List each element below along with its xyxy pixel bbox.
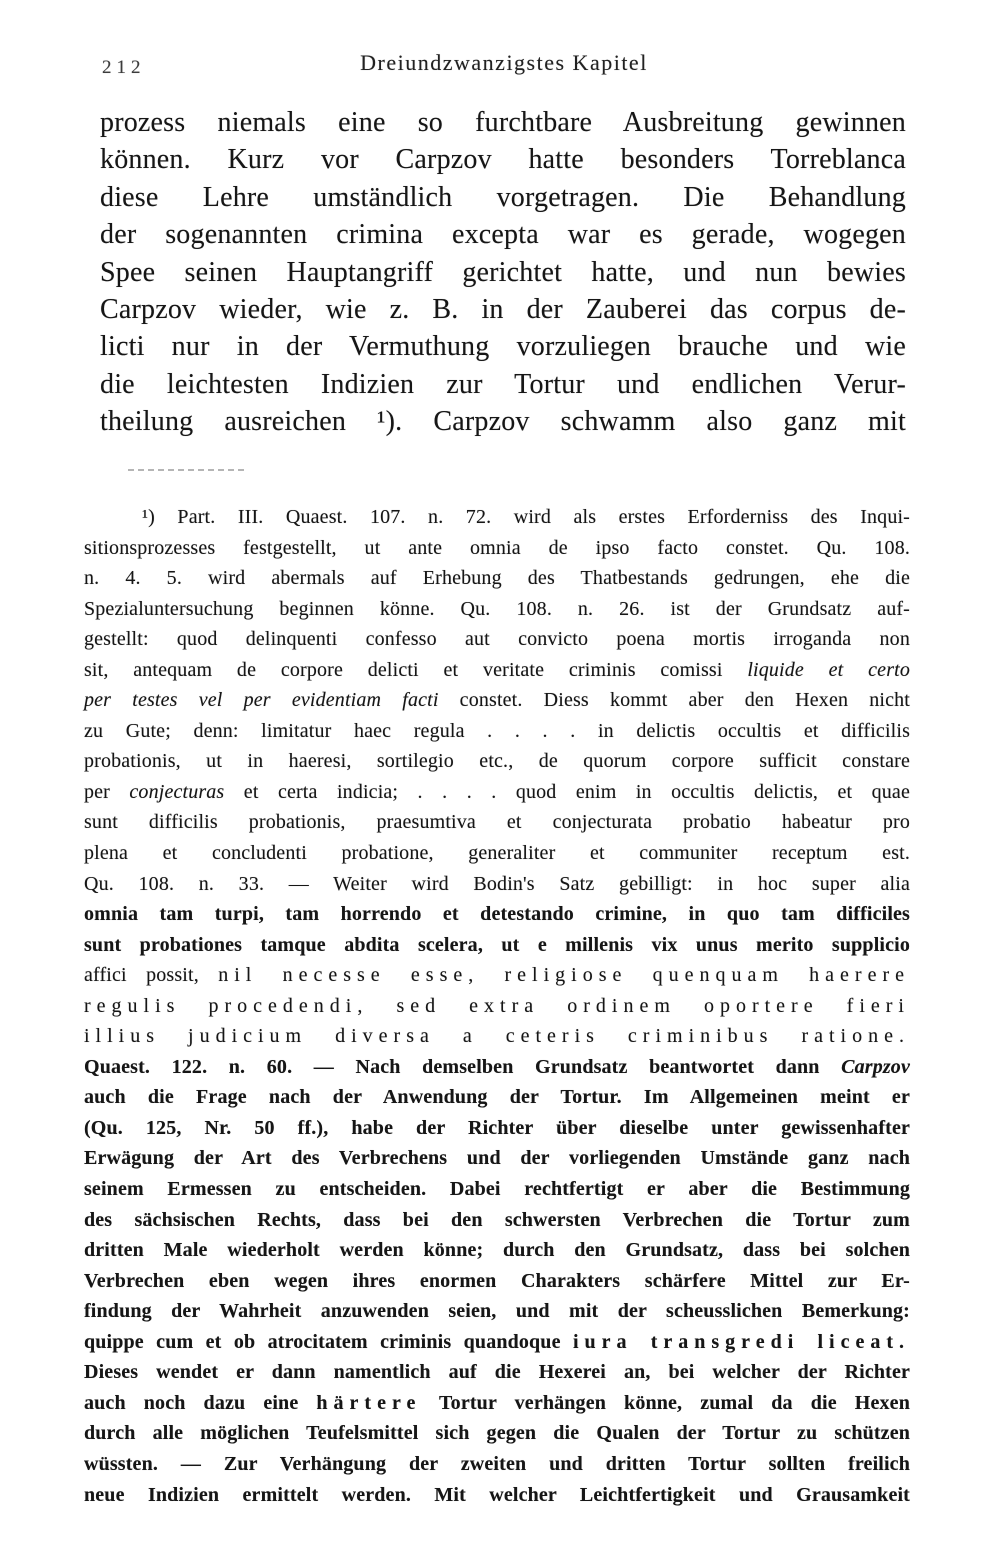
body-text-line: diese Lehre umständlich vorgetragen. Die Behandlung [100,181,906,213]
text-run: sit, antequam de corpore delicti et veritate criminis comissi [84,658,748,681]
text-run: Tortur verhängen könne, zumal da die Hexen [421,1391,910,1414]
italic-text-run: Carpzov [841,1055,910,1078]
text-run: findung der Wahrheit anzuwenden seien, und mit der scheusslichen Bemerkung: [84,1300,910,1323]
letterspaced-text-run: härtere [316,1391,422,1414]
footnote-line [84,533,910,564]
footnote-line [84,1418,910,1449]
text-run: auch die Frage nach der Anwendung der Tortur. Im Allgemeinen meint er [84,1086,910,1109]
text-run: dritten Male wiederholt werden könne; durch den Grundsatz, dass bei solchen [84,1239,910,1262]
footnote-line [84,594,910,625]
footnote-line [84,1205,910,1236]
text-run: Verbrechen eben wegen ihres enormen Charakters schärfere Mittel zur Er- [84,1269,910,1292]
page-header [100,48,908,80]
text-run: constet. Diess kommt aber den Hexen nicht [438,689,910,712]
body-text-block [100,104,906,441]
footnote-line [84,777,910,808]
letterspaced-text-run: iura transgredi liceat. [572,1330,910,1353]
text-run: ¹) Part. III. Quaest. 107. n. 72. wird als erstes Erforderniss des Inqui- [142,506,910,528]
footnote-line [84,624,910,655]
footnote-line [84,563,910,594]
text-run: omnia tam turpi, tam horrendo et detestando crimine, in quo tam difficiles [84,903,910,926]
footnote-line [84,1235,910,1266]
footnote-line [84,716,910,747]
footnote-line [84,1021,910,1052]
text-run: gestellt: quod delinquenti confesso aut convicto poena mortis irroganda non [84,628,910,651]
letterspaced-text-run: regulis procedendi, sed extra ordinem oportere fieri [84,994,910,1017]
text-run: wüssten. — Zur Verhängung der zweiten und dritten Tortur sollten freilich [84,1452,910,1475]
footnote-line [84,1082,910,1113]
page-number: 212 [102,57,146,78]
footnote-line [84,746,910,777]
letterspaced-text-run: nil necesse esse, religiose quenquam haerere [218,964,910,987]
footnote-line [84,655,910,686]
footnote-line [84,869,910,900]
footnote-line [84,899,910,930]
running-title: Dreiundzwanzigstes Kapitel [360,50,648,75]
text-run: neue Indizien ermittelt werden. Mit welcher Leichtfertigkeit und Grausamkeit [84,1483,910,1506]
footnote-line [84,1113,910,1144]
footnote-line [84,1266,910,1297]
italic-text-run: conjecturas [129,780,225,803]
footnote-line [84,1327,910,1358]
footnote-line [84,502,910,533]
text-run: Spezialuntersuchung beginnen könne. Qu. 108. n. 26. ist der Grundsatz auf- [84,597,910,620]
body-text-line: Spee seinen Hauptangriff gerichtet hatte, und nun bewies [100,256,906,288]
text-run: seinem Ermessen zu entscheiden. Dabei rechtfertigt er aber die Bestimmung [84,1178,910,1201]
text-run: sunt difficilis probationis, praesumtiva et conjecturata probatio habeatur pro [84,811,910,834]
text-run: Qu. 108. n. 33. — Weiter wird Bodin's Satz gebilligt: in hoc super alia [84,872,910,895]
body-text-line: licti nur in der Vermuthung vorzuliegen brauche und wie [100,331,906,363]
body-text-line: der sogenannten crimina excepta war es gerade, wogegen [100,219,906,251]
footnote-line [84,1388,910,1419]
text-run: n. 4. 5. wird abermals auf Erhebung des Thatbestands gedrungen, ehe die [84,567,910,590]
text-run: Erwägung der Art des Verbrechens und der vorliegenden Umstände ganz nach [84,1147,910,1170]
footnote-line [84,960,910,991]
footnote-line [84,1052,910,1083]
footnote-line [84,1449,910,1480]
text-run: durch alle möglichen Teufelsmittel sich gegen die Qualen der Tortur zu schützen [84,1422,910,1445]
body-text-line: Carpzov wieder, wie z. B. in der Zauberei das corpus de- [100,294,906,326]
footnote-block [84,502,910,1510]
text-run: per [84,780,130,803]
text-run: quippe cum et ob atrocitatem criminis quandoque [84,1330,573,1353]
body-text-line: können. Kurz vor Carpzov hatte besonders Torreblanca [100,144,906,176]
body-text-line: theilung ausreichen ¹). Carpzov schwamm also ganz mit [100,406,906,438]
text-run: des sächsischen Rechts, dass bei den schwersten Verbrechen die Tortur zum [84,1208,910,1231]
body-text-line: die leichtesten Indizien zur Tortur und endlichen Verur- [100,368,906,400]
footnote-line [84,807,910,838]
text-run: probationis, ut in haeresi, sortilegio etc., de quorum corpore sufficit constare [84,750,910,773]
text-run: Dieses wendet er dann namentlich auf die Hexerei an, bei welcher der Richter [84,1361,910,1384]
text-run: auch noch dazu eine [84,1391,317,1414]
footnote-line [84,1296,910,1327]
footnote-line [84,685,910,716]
footnote-divider [128,469,244,471]
footnote-line [84,1480,910,1511]
footnote-line [84,838,910,869]
body-text-line: prozess niemals eine so furchtbare Ausbreitung gewinnen [100,107,906,138]
italic-text-run: liquide et certo [747,658,910,681]
text-run: sunt probationes tamque abdita scelera, ut e millenis vix unus merito supplicio [84,933,910,956]
footnote-line [84,991,910,1022]
italic-text-run: per testes vel per evidentiam facti [84,689,439,712]
text-run: plena et concludenti probatione, generaliter et communiter receptum est. [84,842,910,865]
footnote-line [84,930,910,961]
letterspaced-text-run: illius judicium diversa a ceteris criminibus ratione. [84,1025,910,1048]
text-run: (Qu. 125, Nr. 50 ff.), habe der Richter über dieselbe unter gewissenhafter [84,1116,910,1139]
text-run: Quaest. 122. n. 60. — Nach demselben Grundsatz beantwortet dann [84,1055,842,1078]
text-run: et certa indicia; . . . . quod enim in occultis delictis, et quae [224,780,910,803]
text-run: zu Gute; denn: limitatur haec regula . . . . in delictis occultis et difficilis [84,719,910,742]
footnote-line [84,1174,910,1205]
text-run: sitionsprozesses festgestellt, ut ante omnia de ipso facto constet. Qu. 108. [84,536,910,559]
footnote-line [84,1143,910,1174]
footnote-line [84,1357,910,1388]
text-run: affici possit, [84,964,219,987]
